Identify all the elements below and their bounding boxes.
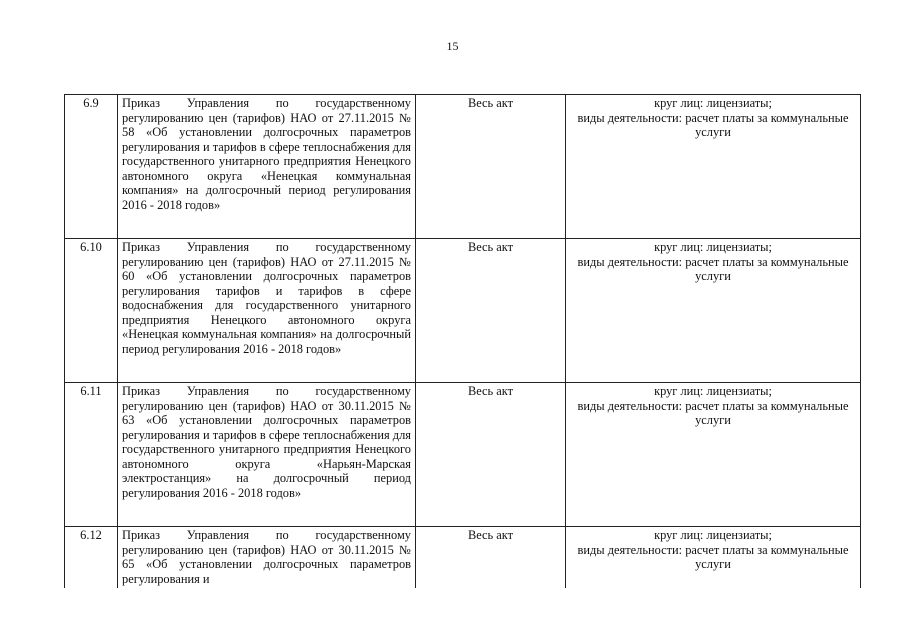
act-note xyxy=(566,383,861,527)
note-persons: круг лиц: лицензиаты; xyxy=(654,384,772,398)
acts-table xyxy=(64,94,861,588)
table-row xyxy=(65,527,861,589)
act-title: Приказ Управления по государственному регулированию цен (тарифов) НАО от 30.11.2015 № 63 «Об установлении долгосрочных параметров регулирования и тарифов в сфере теплоснабжения для государственного унитарного предприятия Ненецкого автономного округа «Нарьян-Марская электростанция» на долгосрочный период регулирования 2016 - 2018 годов» xyxy=(118,383,416,527)
page-number: 15 xyxy=(446,39,459,53)
act-note xyxy=(566,527,861,589)
table-row xyxy=(65,239,861,383)
note-activities: виды деятельности: расчет платы за коммунальные услуги xyxy=(577,110,849,139)
note-activities: виды деятельности: расчет платы за коммунальные услуги xyxy=(577,254,849,283)
note-activities: виды деятельности: расчет платы за коммунальные услуги xyxy=(577,398,849,427)
row-number: 6.9 xyxy=(65,95,118,239)
act-title: Приказ Управления по государственному регулированию цен (тарифов) НАО от 27.11.2015 № 58 «Об установлении долгосрочных параметров регулирования и тарифов в сфере теплоснабжения для государственного унитарного предприятия Ненецкого автономного округа «Ненецкая коммунальная компания» на долгосрочный период регулирования 2016 - 2018 годов» xyxy=(118,95,416,239)
act-scope: Весь акт xyxy=(416,95,566,239)
note-persons: круг лиц: лицензиаты; xyxy=(654,240,772,254)
act-scope: Весь акт xyxy=(416,527,566,589)
row-number: 6.12 xyxy=(65,527,118,589)
table-row xyxy=(65,383,861,527)
note-persons: круг лиц: лицензиаты; xyxy=(654,528,772,542)
note-activities: виды деятельности: расчет платы за коммунальные услуги xyxy=(577,542,849,571)
act-title: Приказ Управления по государственному регулированию цен (тарифов) НАО от 30.11.2015 № 65 «Об установлении долгосрочных параметров регулирования и xyxy=(118,527,416,589)
act-note xyxy=(566,95,861,239)
row-number: 6.11 xyxy=(65,383,118,527)
table-row xyxy=(65,95,861,239)
note-persons: круг лиц: лицензиаты; xyxy=(654,96,772,110)
act-scope: Весь акт xyxy=(416,383,566,527)
act-title: Приказ Управления по государственному регулированию цен (тарифов) НАО от 27.11.2015 № 60 «Об установлении долгосрочных параметров регулирования тарифов и тарифов в сфере водоснабжения для государственного унитарного предприятия Ненецкого автономного округа «Ненецкая коммунальная компания» на долгосрочный период регулирования 2016 - 2018 годов» xyxy=(118,239,416,383)
row-number: 6.10 xyxy=(65,239,118,383)
act-note xyxy=(566,239,861,383)
act-scope: Весь акт xyxy=(416,239,566,383)
